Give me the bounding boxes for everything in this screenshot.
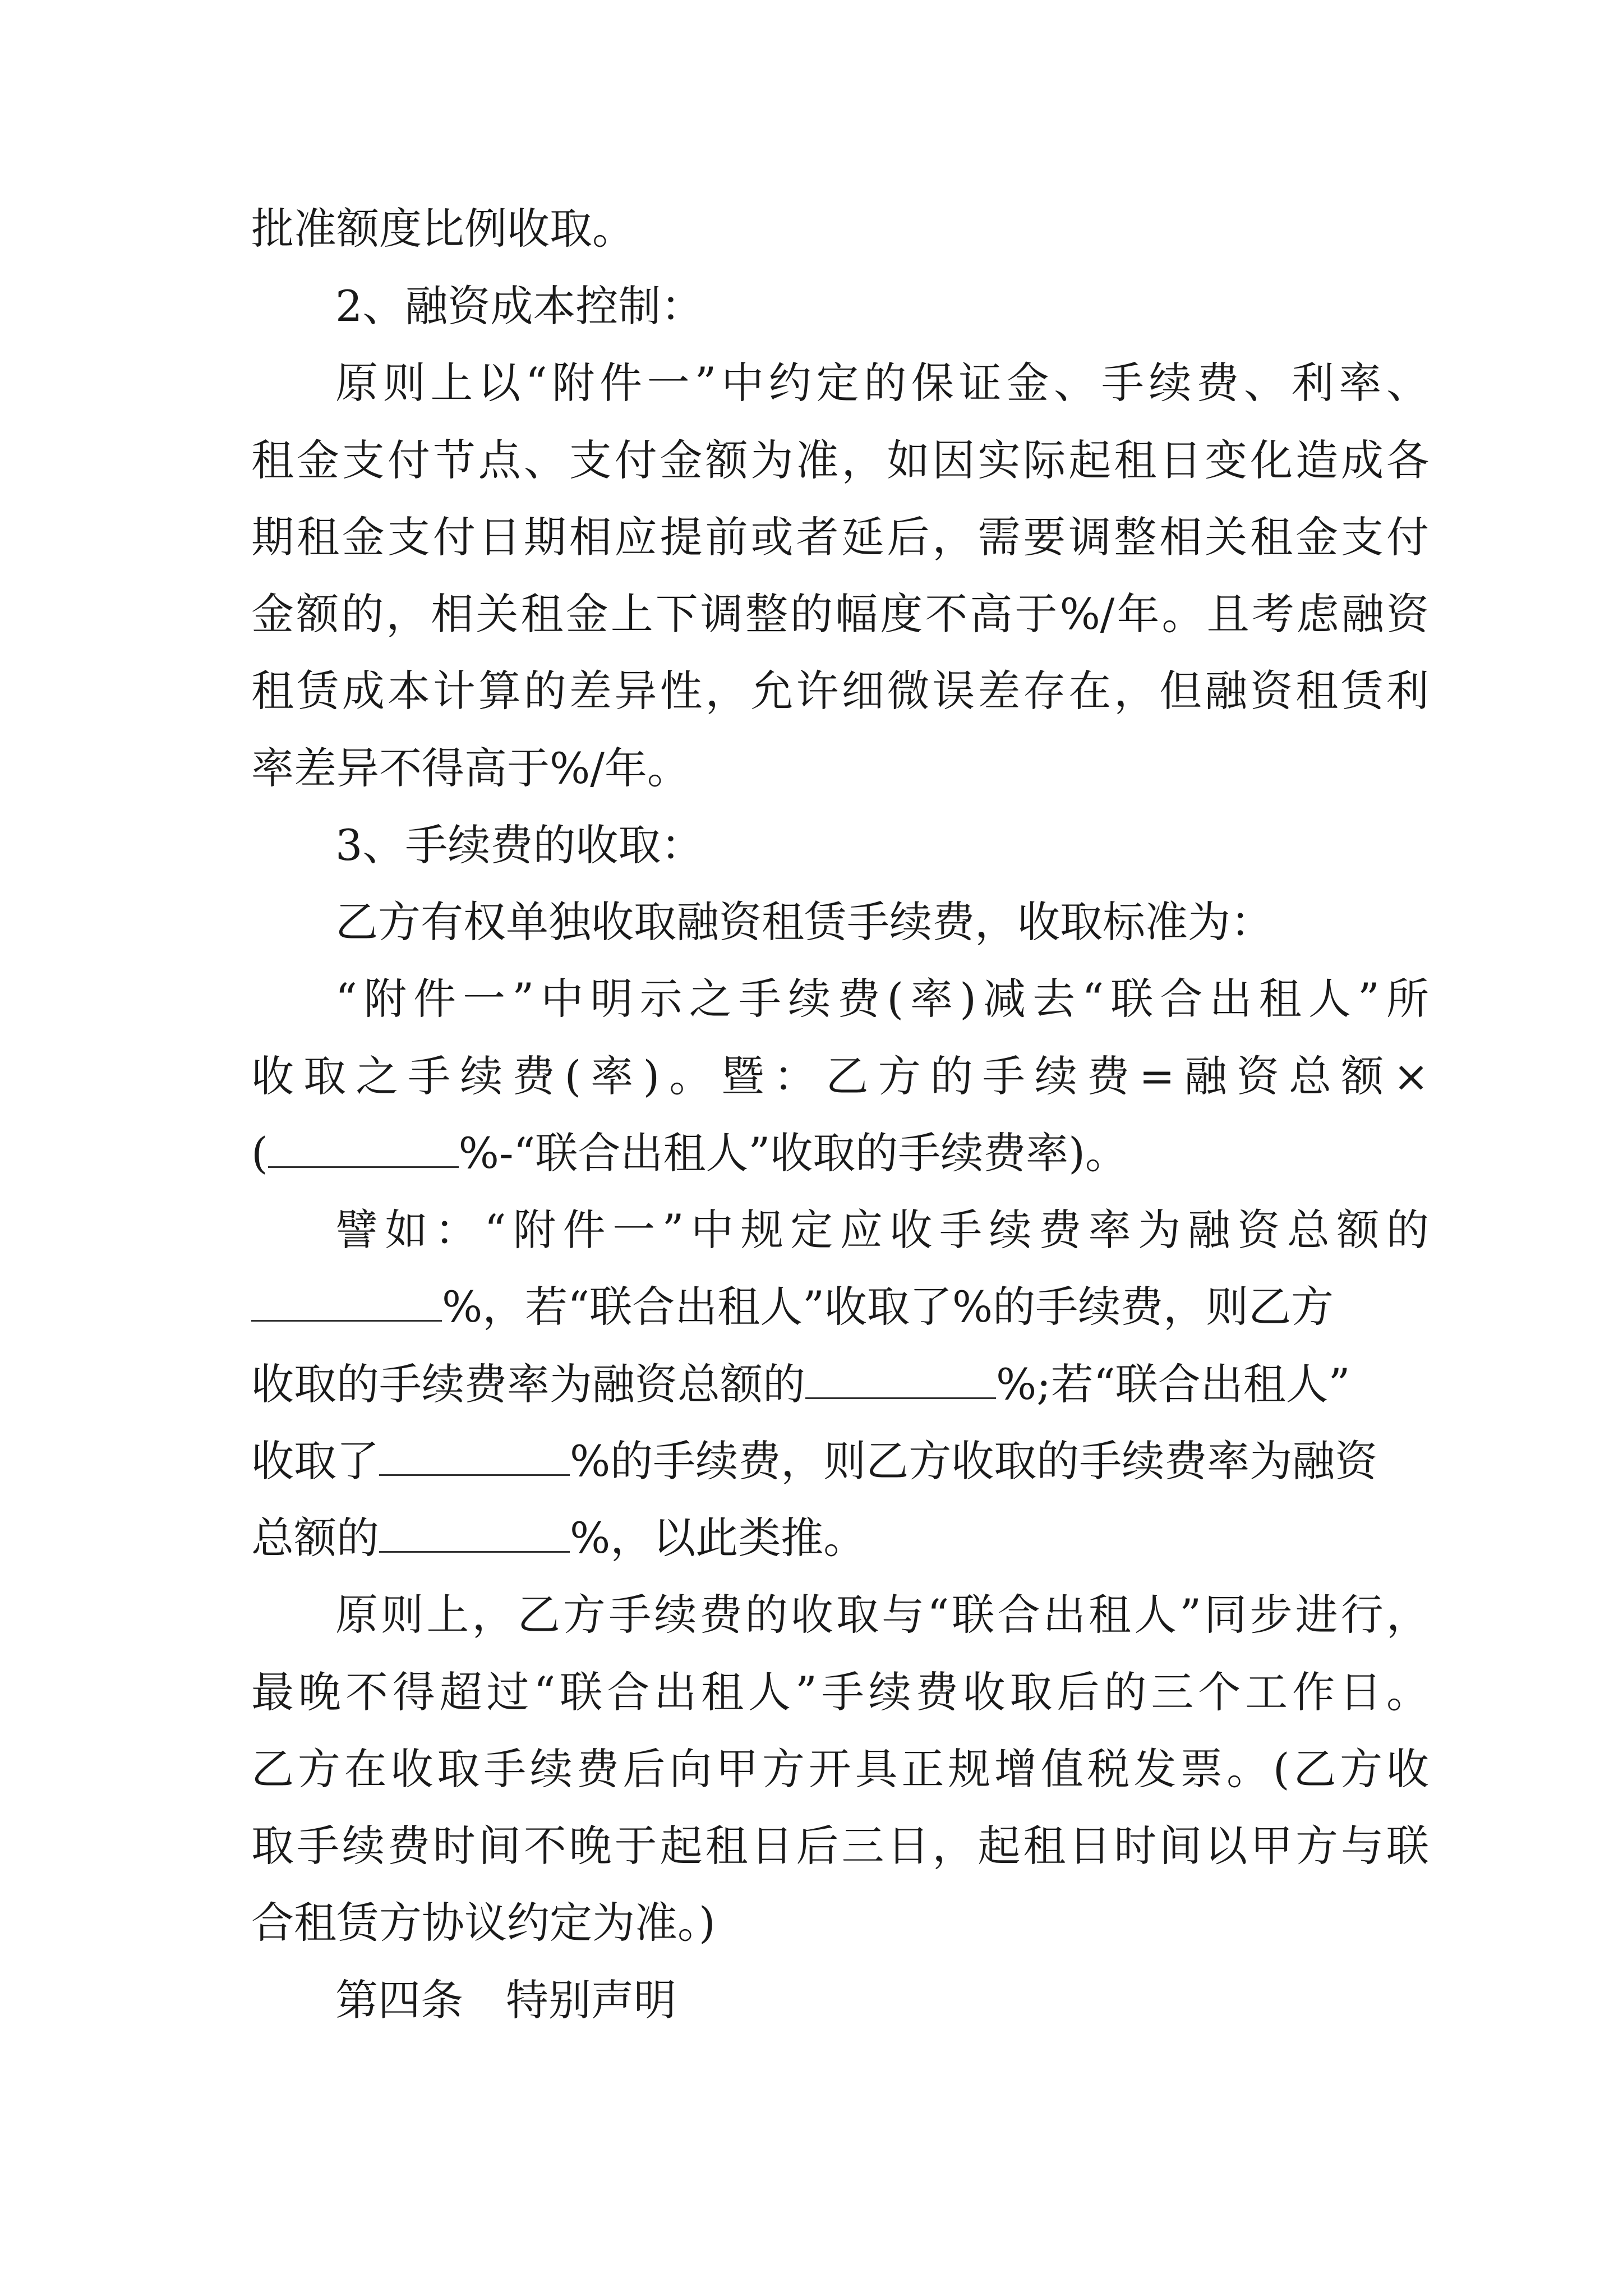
line-text-after-blank: %，若“联合出租人”收取了%的手续费，则乙方 (442, 1282, 1334, 1332)
paragraph-line: 乙方有权单独收取融资租赁手续费，收取标准为： (335, 897, 1273, 947)
paragraph-line: 收取之手续费(率)。暨：乙方的手续费=融资总额× (251, 1051, 1429, 1101)
section-heading-fee-collection: 3、手续费的收取： (335, 820, 704, 870)
paragraph-line: 原则上以“附件一”中约定的保证金、手续费、利率、 (335, 358, 1429, 408)
paragraph-line: 租金支付节点、支付金额为准，如因实际起租日变化造成各 (251, 435, 1429, 485)
paragraph-line: 期租金支付日期相应提前或者延后，需要调整相关租金支付 (251, 512, 1429, 562)
paragraph-line: 金额的，相关租金上下调整的幅度不高于%/年。且考虑融资 (251, 589, 1429, 639)
line-text-before-blank: ( (251, 1128, 268, 1178)
paragraph-line-with-blank (251, 1513, 1429, 1563)
paragraph-line: 原则上，乙方手续费的收取与“联合出租人”同步进行， (335, 1590, 1429, 1640)
line-text-before-blank: 收取了 (251, 1436, 379, 1486)
paragraph-line: 譬如：“附件一”中规定应收手续费率为融资总额的 (335, 1205, 1429, 1255)
paragraph-line-with-blank (251, 1436, 1429, 1486)
line-text-after-blank: %-“联合出租人”收取的手续费率)。 (458, 1128, 1128, 1178)
fill-in-blank (268, 1133, 459, 1168)
line-text-after-blank: %;若“联合出租人” (996, 1359, 1350, 1409)
paragraph-line-with-blank (251, 1282, 1429, 1332)
paragraph-line: 取手续费时间不晚于起租日后三日，起租日时间以甲方与联 (251, 1821, 1429, 1871)
paragraph-line: 乙方在收取手续费后向甲方开具正规增值税发票。(乙方收 (251, 1744, 1429, 1794)
paragraph-line: “附件一”中明示之手续费(率)减去“联合出租人”所 (335, 974, 1429, 1024)
paragraph-line: 率差异不得高于%/年。 (251, 743, 690, 793)
paragraph-line-with-blank (251, 1359, 1429, 1409)
article-heading-special-statement: 第四条 特别声明 (335, 1975, 676, 2025)
paragraph-line: 最晚不得超过“联合出租人”手续费收取后的三个工作日。 (251, 1667, 1429, 1717)
fill-in-blank (379, 1517, 570, 1553)
line-text-before-blank: 收取的手续费率为融资总额的 (251, 1359, 805, 1409)
line-text-after-blank: %，以此类推。 (570, 1513, 866, 1563)
paragraph-line-with-blank (251, 1128, 1429, 1178)
section-heading-cost-control: 2、融资成本控制： (335, 281, 704, 331)
fill-in-blank (251, 1286, 442, 1322)
fill-in-blank (805, 1364, 996, 1399)
line-text-after-blank: %的手续费，则乙方收取的手续费率为融资 (570, 1436, 1378, 1486)
paragraph-line: 合租赁方协议约定为准。) (251, 1898, 716, 1948)
fill-in-blank (379, 1441, 570, 1476)
line-text-before-blank: 总额的 (251, 1513, 379, 1563)
paragraph-line: 租赁成本计算的差异性，允许细微误差存在，但融资租赁利 (251, 666, 1429, 716)
paragraph-line: 批准额度比例收取。 (251, 204, 635, 254)
